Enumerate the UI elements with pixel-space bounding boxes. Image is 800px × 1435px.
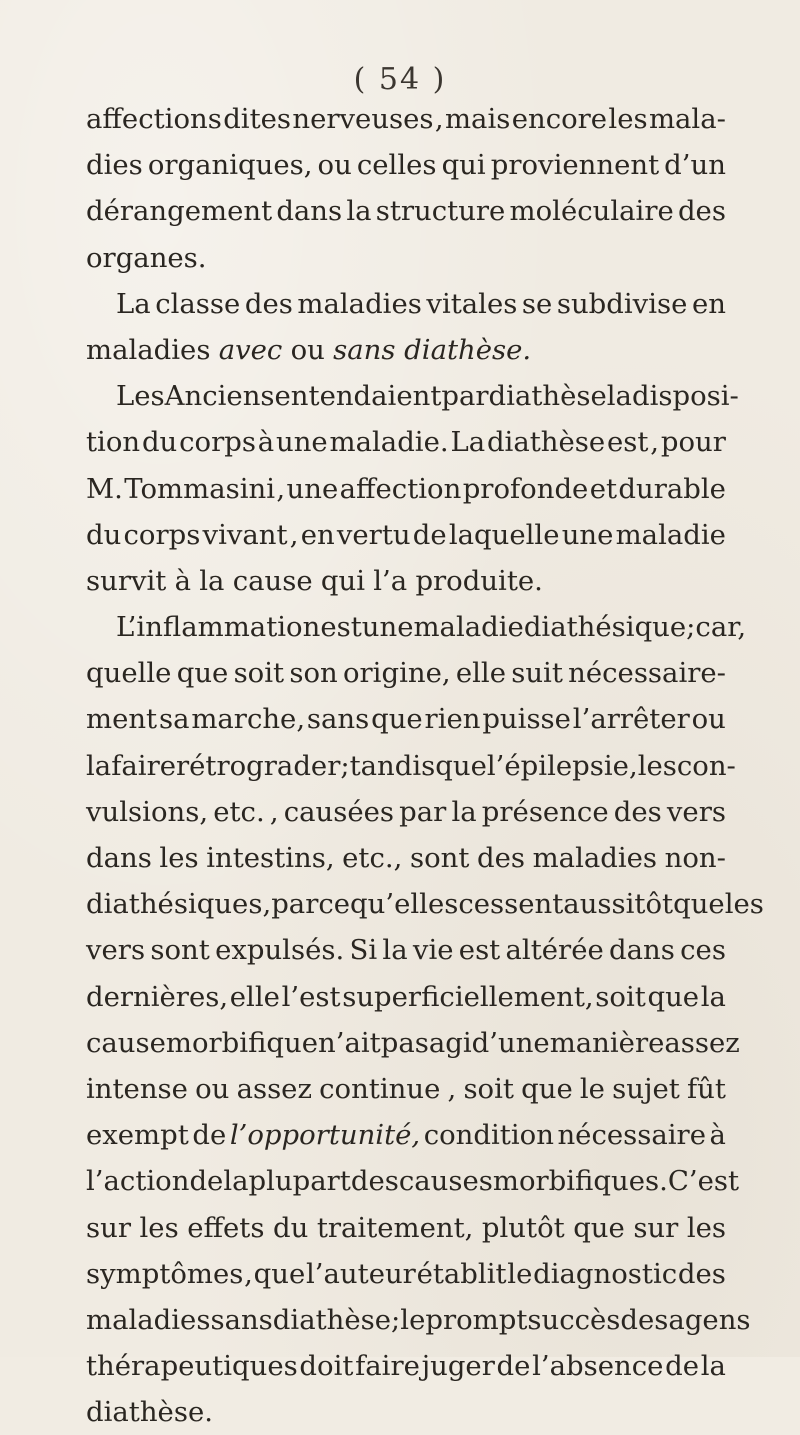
- word: soit: [233, 657, 285, 690]
- text-line: [86, 419, 726, 465]
- word: intestins,: [206, 842, 335, 874]
- text-line: [86, 512, 726, 558]
- word: assez: [236, 1072, 312, 1105]
- word: affections: [86, 103, 222, 135]
- word: maladie: [413, 611, 524, 644]
- word: l’auteur: [306, 1257, 416, 1290]
- text-line: [86, 696, 726, 742]
- word: ,: [289, 518, 299, 551]
- text-line: [86, 1389, 726, 1435]
- word: sont: [150, 934, 210, 967]
- word: dans: [609, 934, 675, 967]
- word: son: [289, 657, 338, 690]
- word: sujet: [612, 1072, 680, 1105]
- word: les: [686, 1211, 726, 1244]
- word: maladies: [532, 842, 658, 874]
- word: maladie: [615, 518, 726, 551]
- word: diathèse;: [272, 1303, 401, 1336]
- word: que: [521, 1072, 573, 1105]
- word: diagnostic: [533, 1257, 678, 1290]
- word: survit: [86, 564, 167, 597]
- word: dans: [86, 842, 152, 874]
- word: vitales: [426, 287, 518, 320]
- word: con-: [676, 749, 736, 782]
- word: vertu: [336, 518, 411, 551]
- word: durable: [618, 472, 726, 505]
- word: marche,: [191, 703, 306, 736]
- text-line: [86, 1066, 726, 1112]
- word: l’est: [281, 980, 341, 1013]
- word: la: [700, 1350, 726, 1383]
- word: diathésique: [523, 611, 687, 644]
- word: les: [724, 888, 764, 921]
- word: nécessaire-: [568, 657, 726, 690]
- word: de: [189, 1165, 224, 1198]
- word: des: [677, 1257, 726, 1290]
- text-line: [86, 1251, 726, 1297]
- word: vers: [666, 795, 726, 828]
- word: altérée: [505, 934, 604, 967]
- word: du: [272, 1211, 309, 1244]
- text-line: [86, 789, 726, 835]
- page-number: ( 54 ): [353, 62, 447, 97]
- word: proviennent: [490, 149, 660, 182]
- word: que: [673, 888, 725, 921]
- word: une: [561, 518, 614, 551]
- word: d’une: [471, 1026, 550, 1059]
- word: Si: [349, 934, 378, 967]
- word: superficiellement,: [342, 980, 594, 1013]
- word: ,: [628, 749, 638, 782]
- word: le: [507, 1257, 533, 1290]
- word: du: [141, 426, 178, 459]
- word: vie: [412, 934, 454, 967]
- word: moléculaire: [509, 195, 674, 228]
- word: mala-: [648, 103, 726, 135]
- word: cause: [232, 564, 313, 597]
- word: La: [116, 287, 151, 320]
- word: d’un: [664, 149, 726, 182]
- word: l’épilepsie: [486, 749, 629, 782]
- word: celles: [356, 149, 437, 182]
- word: rétrograder;: [176, 749, 350, 782]
- word: et: [589, 472, 618, 505]
- text-line: [86, 650, 726, 696]
- word: le: [579, 1072, 605, 1105]
- text-line: [86, 235, 726, 281]
- word: parce: [271, 888, 351, 921]
- word: est: [320, 611, 362, 644]
- word: la: [223, 1165, 249, 1198]
- word: causes: [398, 1165, 493, 1198]
- word: de: [412, 518, 447, 551]
- body-text: [86, 96, 764, 1435]
- word: morbifiques.: [492, 1165, 668, 1198]
- word: nerveuses: [292, 103, 434, 135]
- word: l’arrêter: [572, 703, 690, 736]
- word: thérapeutiques: [86, 1350, 298, 1383]
- word: ou: [317, 149, 352, 182]
- word: des: [350, 1165, 399, 1198]
- text-line: [86, 974, 726, 1020]
- word: tion: [86, 426, 141, 459]
- word: maladie.: [329, 426, 449, 459]
- word: expulsés.: [215, 934, 345, 967]
- word: dites: [223, 103, 292, 135]
- word: des: [477, 842, 525, 874]
- text-line: [86, 142, 726, 188]
- word: ces: [680, 934, 726, 967]
- word: à: [709, 1119, 726, 1152]
- word: aussitôt: [563, 888, 674, 921]
- word: n’ait: [318, 1026, 381, 1059]
- word: La: [450, 426, 486, 459]
- word: cause: [86, 1026, 166, 1059]
- word: faire: [111, 749, 176, 782]
- word: des: [244, 287, 293, 320]
- word: les: [159, 842, 199, 874]
- word: Tommasini: [124, 472, 276, 505]
- word: subdivise: [556, 287, 688, 320]
- word: Les: [116, 380, 165, 413]
- word: une: [361, 611, 414, 644]
- word: dans: [276, 195, 343, 228]
- word: sur: [86, 1211, 131, 1244]
- word: rien: [424, 703, 481, 736]
- word: elle: [229, 980, 280, 1013]
- word: C’est: [667, 1165, 740, 1198]
- word: juger: [421, 1350, 495, 1383]
- word: diathèse: [486, 426, 606, 459]
- word: faire: [355, 1350, 420, 1383]
- word: avec: [218, 333, 283, 366]
- text-line: [86, 1205, 726, 1251]
- word: ou: [691, 703, 726, 736]
- text-line: [86, 1020, 740, 1066]
- word: en: [300, 518, 335, 551]
- word: que: [573, 1211, 625, 1244]
- word: ou: [195, 1072, 230, 1105]
- word: ment: [86, 703, 158, 736]
- word: maladies: [86, 1303, 211, 1336]
- text-line: [86, 558, 726, 604]
- word: établit: [416, 1257, 507, 1290]
- word: des: [613, 795, 662, 828]
- word: la: [346, 195, 372, 228]
- word: encore: [511, 103, 608, 135]
- word: se: [521, 287, 553, 320]
- word: diathèse.: [86, 1396, 213, 1429]
- word: sans: [210, 1303, 273, 1336]
- text-line: [86, 881, 764, 927]
- word: le: [400, 1303, 426, 1336]
- word: fût: [687, 1072, 726, 1105]
- text-line: [86, 1297, 751, 1343]
- text-line: [86, 327, 726, 373]
- word: pas: [380, 1026, 429, 1059]
- word: ,: [244, 1257, 253, 1290]
- word: laquelle: [448, 518, 560, 551]
- word: est: [606, 426, 649, 459]
- text-line: [86, 281, 726, 327]
- word: puisse: [482, 703, 571, 736]
- word: que: [176, 657, 229, 690]
- word: causées: [283, 795, 395, 828]
- word: ,: [434, 103, 444, 135]
- word: ou: [290, 333, 325, 366]
- word: quelle: [86, 657, 172, 690]
- word: dernières,: [86, 980, 229, 1013]
- word: vivant: [202, 518, 288, 551]
- word: que: [253, 1257, 306, 1290]
- word: des: [620, 1303, 669, 1336]
- word: suit: [511, 657, 563, 690]
- text-line: [86, 188, 726, 234]
- word: sont: [409, 842, 470, 874]
- word: une: [276, 426, 328, 459]
- word: ,: [262, 888, 272, 921]
- word: la: [382, 934, 408, 967]
- word: de: [665, 1350, 700, 1383]
- word: L’inflammation: [116, 611, 321, 644]
- word: que: [371, 703, 423, 736]
- word: par: [441, 380, 489, 413]
- text-line: [86, 927, 726, 973]
- word: Anciens: [164, 380, 275, 413]
- word: ,: [650, 426, 660, 459]
- word: soit: [595, 980, 646, 1013]
- text-line: [86, 1112, 726, 1158]
- word: mais: [444, 103, 511, 135]
- word: dies: [86, 149, 143, 182]
- word: ,: [276, 472, 286, 505]
- word: produite.: [415, 564, 543, 597]
- word: disposi-: [631, 380, 739, 413]
- word: traitement,: [316, 1211, 474, 1244]
- text-line: [86, 743, 736, 789]
- word: organes.: [86, 241, 207, 274]
- word: de: [496, 1350, 531, 1383]
- word: est: [458, 934, 501, 967]
- word: la: [700, 980, 726, 1013]
- word: pour: [660, 426, 726, 459]
- word: agens: [668, 1303, 751, 1336]
- word: sur: [633, 1211, 679, 1244]
- word: qui: [441, 149, 486, 182]
- word: continue: [319, 1072, 441, 1105]
- word: du: [86, 518, 122, 551]
- word: présence: [481, 795, 609, 828]
- word: qu’elles: [350, 888, 459, 921]
- word: que: [435, 749, 487, 782]
- text-line: [86, 466, 726, 512]
- word: condition: [423, 1119, 554, 1152]
- word: tandis: [349, 749, 436, 782]
- word: une: [286, 472, 339, 505]
- word: qui: [320, 564, 365, 597]
- word: l’opportunité,: [229, 1119, 421, 1152]
- text-line: [86, 373, 739, 419]
- word: par: [399, 795, 447, 828]
- word: à: [174, 564, 192, 597]
- word: ;: [686, 611, 696, 644]
- text-line: [86, 1343, 726, 1389]
- text-line: [86, 604, 747, 650]
- word: corps: [123, 518, 201, 551]
- word: sans diathèse.: [333, 333, 532, 366]
- word: maladies: [86, 333, 211, 366]
- word: diathésiques: [86, 888, 263, 921]
- word: doit: [299, 1350, 354, 1383]
- word: exempt: [86, 1119, 189, 1152]
- word: diathèse: [488, 380, 607, 413]
- word: elle: [455, 657, 506, 690]
- word: profonde: [462, 472, 589, 505]
- word: etc.: [213, 795, 265, 828]
- word: plutôt: [481, 1211, 565, 1244]
- word: symptômes: [86, 1257, 244, 1290]
- text-line: [86, 96, 726, 142]
- word: manière: [549, 1026, 665, 1059]
- word: dérangement: [86, 195, 273, 228]
- word: les: [608, 103, 648, 135]
- word: entendaient: [274, 380, 442, 413]
- word: sa: [158, 703, 190, 736]
- word: ,: [447, 1072, 457, 1105]
- word: succès: [527, 1303, 621, 1336]
- word: soit: [463, 1072, 514, 1105]
- word: intense: [86, 1072, 188, 1105]
- word: l’absence: [532, 1350, 664, 1383]
- word: que: [647, 980, 700, 1013]
- word: des: [677, 195, 726, 228]
- word: les: [637, 749, 677, 782]
- word: la: [86, 749, 112, 782]
- word: M.: [86, 472, 123, 505]
- word: ,: [269, 795, 279, 828]
- word: vers: [86, 934, 146, 967]
- word: vulsions,: [86, 795, 209, 828]
- word: structure: [375, 195, 506, 228]
- word: plupart: [248, 1165, 351, 1198]
- word: corps: [179, 426, 256, 459]
- word: classe: [155, 287, 241, 320]
- word: affection: [339, 472, 462, 505]
- word: morbifique: [165, 1026, 319, 1059]
- word: les: [139, 1211, 179, 1244]
- word: etc.,: [342, 842, 403, 874]
- word: origine,: [342, 657, 451, 690]
- word: agi: [428, 1026, 472, 1059]
- word: nécessaire: [557, 1119, 706, 1152]
- text-line: [86, 835, 726, 881]
- word: organiques,: [147, 149, 313, 182]
- text-line: [86, 1158, 740, 1204]
- word: effets: [187, 1211, 265, 1244]
- word: à: [257, 426, 275, 459]
- word: en: [691, 287, 726, 320]
- word: cessent: [458, 888, 564, 921]
- word: non-: [664, 842, 726, 874]
- word: prompt: [425, 1303, 528, 1336]
- word: de: [192, 1119, 227, 1152]
- word: la: [606, 380, 632, 413]
- word: assez: [664, 1026, 740, 1059]
- word: sans: [306, 703, 370, 736]
- word: car,: [695, 611, 747, 644]
- word: l’action: [86, 1165, 190, 1198]
- word: la: [199, 564, 225, 597]
- word: maladies: [297, 287, 422, 320]
- word: la: [451, 795, 477, 828]
- word: l’a: [373, 564, 408, 597]
